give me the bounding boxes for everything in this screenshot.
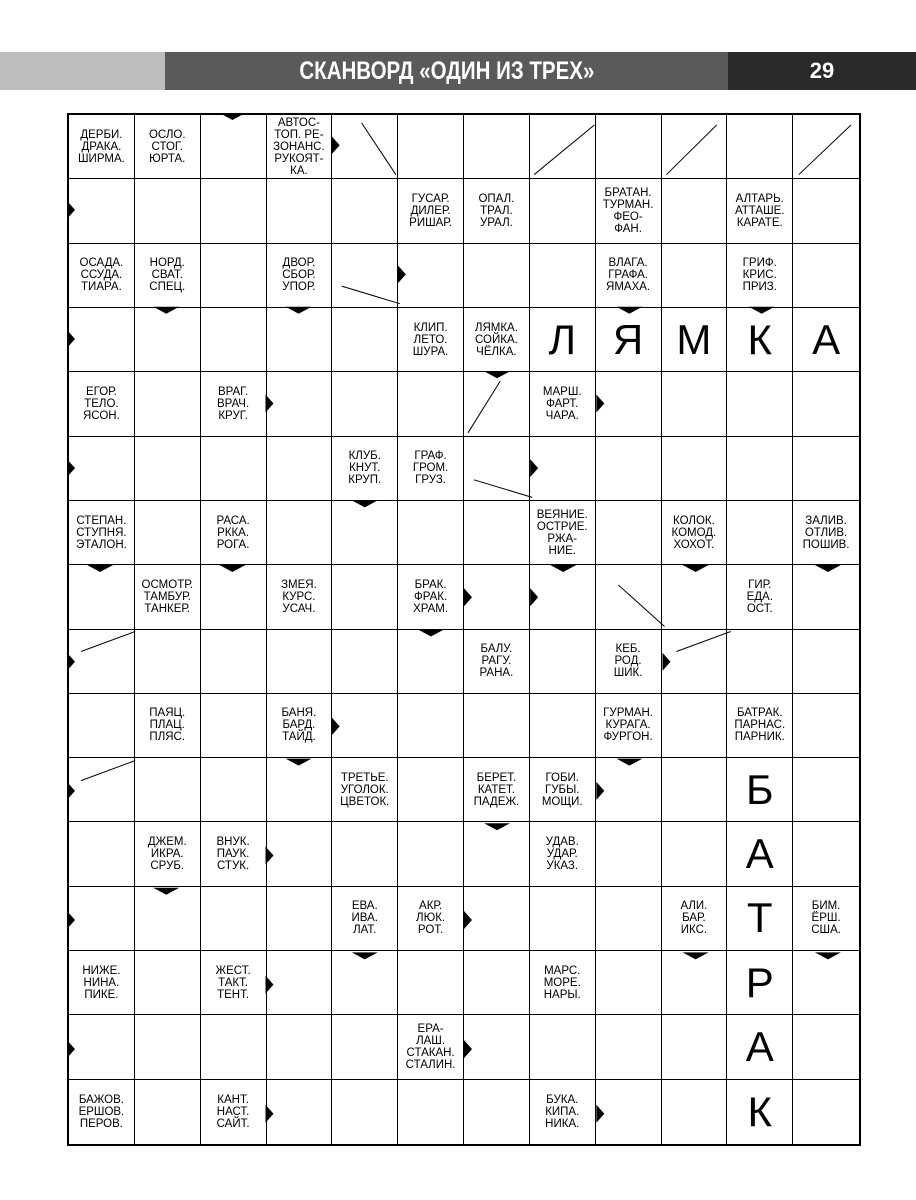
empty-cell — [596, 372, 662, 436]
clue-text: СТЕПАН. СТУПНЯ. ЭТАЛОН. — [76, 514, 127, 551]
empty-cell — [69, 308, 135, 372]
empty-cell — [662, 179, 728, 243]
empty-cell — [267, 437, 333, 501]
answer-letter: К — [747, 315, 772, 363]
empty-cell — [332, 501, 398, 565]
clue-text: ЕГОР. ТЕЛО. ЯСОН. — [83, 385, 120, 422]
clue-text: ТРЕТЬЕ. УГОЛОК. ЦВЕТОК. — [340, 771, 390, 808]
clue-text: АКР. ЛЮК. РОТ. — [416, 900, 446, 937]
empty-cell — [398, 115, 464, 179]
answer-cell — [727, 822, 793, 886]
clue-text: БИМ. ЁРШ. США. — [811, 900, 841, 937]
header-title-band — [165, 52, 728, 90]
clue-cell — [69, 372, 135, 436]
clue-cell — [398, 565, 464, 629]
clue-text: ГУРМАН. КУРАГА. ФУРГОН. — [603, 707, 653, 744]
empty-cell — [69, 630, 135, 694]
empty-cell — [662, 822, 728, 886]
clue-text: МАРС. МОРЕ. НАРЫ. — [543, 964, 581, 1001]
clue-cell — [332, 758, 398, 822]
clue-text: ОСМОТР. ТАМБУР. ТАНКЕР. — [141, 578, 193, 615]
clue-cell — [201, 1080, 267, 1144]
empty-cell — [662, 565, 728, 629]
clue-cell — [530, 758, 596, 822]
empty-cell — [201, 437, 267, 501]
empty-cell — [135, 630, 201, 694]
answer-cell — [727, 951, 793, 1015]
header-left-band — [0, 52, 165, 90]
empty-cell — [727, 501, 793, 565]
clue-text: ЗМЕЯ. КУРС. УСАЧ. — [281, 578, 317, 615]
clue-text: ВЕЯНИЕ. ОСТРИЕ. РЖА- НИЕ. — [536, 508, 588, 557]
empty-cell — [135, 758, 201, 822]
clue-text: БАЖОВ. ЕРШОВ. ПЕРОВ. — [78, 1093, 125, 1130]
empty-cell — [332, 244, 398, 308]
scanword-grid — [67, 113, 861, 1146]
empty-cell — [464, 437, 530, 501]
empty-cell — [662, 951, 728, 1015]
empty-cell — [69, 694, 135, 758]
empty-cell — [332, 1080, 398, 1144]
empty-cell — [398, 630, 464, 694]
answer-cell — [596, 308, 662, 372]
clue-text: БАЛУ. РАГУ. РАНА. — [479, 643, 514, 680]
empty-cell — [69, 179, 135, 243]
answer-letter: Б — [745, 765, 774, 813]
clue-cell — [530, 501, 596, 565]
empty-cell — [793, 179, 859, 243]
empty-cell — [530, 1015, 596, 1079]
empty-cell — [662, 372, 728, 436]
empty-cell — [201, 758, 267, 822]
clue-cell — [596, 694, 662, 758]
empty-cell — [793, 1080, 859, 1144]
answer-cell — [727, 758, 793, 822]
empty-cell — [135, 501, 201, 565]
empty-cell — [596, 565, 662, 629]
empty-cell — [793, 437, 859, 501]
clue-text: БЕРЕТ. КАТЕТ. ПАДЕЖ. — [473, 771, 520, 808]
answer-cell — [727, 308, 793, 372]
answer-letter: М — [676, 315, 712, 363]
clue-cell — [530, 372, 596, 436]
empty-cell — [530, 244, 596, 308]
answer-cell — [727, 1080, 793, 1144]
empty-cell — [267, 951, 333, 1015]
clue-text: ГИР. ЕДА. ОСТ. — [746, 578, 773, 615]
clue-text: ЗАЛИВ. ОТЛИВ. ПОШИВ. — [802, 514, 850, 551]
clue-text: ГОБИ. ГУБЫ. МОЩИ. — [541, 771, 583, 808]
clue-text: БУКА. КИПА. НИКА. — [545, 1093, 580, 1130]
clue-text: ГРИФ. КРИС. ПРИЗ. — [742, 257, 777, 294]
clue-cell — [267, 694, 333, 758]
clue-cell — [201, 372, 267, 436]
empty-cell — [201, 694, 267, 758]
clue-text: ДВОР. СБОР. УПОР. — [282, 257, 316, 294]
answer-cell — [793, 308, 859, 372]
clue-text: БРАК. ФРАК. ХРАМ. — [413, 578, 449, 615]
clue-cell — [398, 179, 464, 243]
clue-cell — [398, 887, 464, 951]
empty-cell — [201, 630, 267, 694]
empty-cell — [662, 694, 728, 758]
empty-cell — [135, 1080, 201, 1144]
clue-cell — [464, 630, 530, 694]
clue-cell — [727, 565, 793, 629]
empty-cell — [332, 822, 398, 886]
answer-letter: А — [745, 1023, 774, 1071]
answer-cell — [727, 887, 793, 951]
empty-cell — [793, 115, 859, 179]
clue-cell — [332, 887, 398, 951]
clue-cell — [727, 694, 793, 758]
empty-cell — [267, 179, 333, 243]
empty-cell — [398, 244, 464, 308]
clue-text: АВТОС- ТОП. РЕ- ЗОНАНС. РУКОЯТ- КА. — [273, 116, 325, 177]
empty-cell — [596, 887, 662, 951]
empty-cell — [464, 1080, 530, 1144]
empty-cell — [267, 501, 333, 565]
clue-cell — [69, 115, 135, 179]
answer-letter: К — [747, 1087, 772, 1135]
empty-cell — [332, 565, 398, 629]
empty-cell — [398, 758, 464, 822]
empty-cell — [596, 1015, 662, 1079]
empty-cell — [464, 115, 530, 179]
clue-cell — [530, 822, 596, 886]
empty-cell — [530, 694, 596, 758]
answer-letter: А — [812, 315, 841, 363]
empty-cell — [267, 1080, 333, 1144]
empty-cell — [201, 115, 267, 179]
empty-cell — [69, 565, 135, 629]
empty-cell — [662, 1080, 728, 1144]
empty-cell — [464, 244, 530, 308]
answer-letter: Я — [612, 315, 644, 363]
clue-text: ОСЛО. СТОГ. ЮРТА. — [148, 128, 186, 165]
empty-cell — [793, 244, 859, 308]
empty-cell — [530, 887, 596, 951]
empty-cell — [793, 565, 859, 629]
page-number: 29 — [809, 58, 835, 83]
empty-cell — [596, 437, 662, 501]
clue-cell — [793, 501, 859, 565]
empty-cell — [464, 951, 530, 1015]
answer-letter: Т — [746, 894, 773, 942]
empty-cell — [464, 1015, 530, 1079]
clue-text: ЕВА. ИВА. ЛАТ. — [351, 900, 378, 937]
empty-cell — [398, 501, 464, 565]
empty-cell — [135, 372, 201, 436]
empty-cell — [596, 758, 662, 822]
clue-cell — [596, 179, 662, 243]
clue-text: КЛИП. ЛЕТО. ШУРА. — [412, 321, 449, 358]
answer-letter: Р — [745, 958, 774, 1006]
empty-cell — [793, 694, 859, 758]
empty-cell — [398, 822, 464, 886]
empty-cell — [332, 694, 398, 758]
clue-cell — [201, 951, 267, 1015]
clue-text: ОСАДА. ССУДА. ТИАРА. — [79, 257, 124, 294]
answer-cell — [662, 308, 728, 372]
empty-cell — [201, 179, 267, 243]
empty-cell — [793, 1015, 859, 1079]
empty-cell — [267, 1015, 333, 1079]
clue-cell — [135, 244, 201, 308]
clue-cell — [135, 565, 201, 629]
empty-cell — [398, 1080, 464, 1144]
empty-cell — [530, 179, 596, 243]
empty-cell — [727, 115, 793, 179]
clue-cell — [267, 244, 333, 308]
empty-cell — [464, 372, 530, 436]
empty-cell — [267, 308, 333, 372]
empty-cell — [530, 565, 596, 629]
empty-cell — [662, 244, 728, 308]
clue-text: РАСА. РККА. РОГА. — [216, 514, 250, 551]
empty-cell — [662, 630, 728, 694]
empty-cell — [135, 437, 201, 501]
clue-cell — [332, 437, 398, 501]
clue-cell — [464, 179, 530, 243]
empty-cell — [662, 1015, 728, 1079]
empty-cell — [662, 115, 728, 179]
answer-cell — [530, 308, 596, 372]
empty-cell — [135, 951, 201, 1015]
clue-cell — [267, 565, 333, 629]
empty-cell — [793, 951, 859, 1015]
clue-text: КОЛОК. КОМОД. ХОХОТ. — [671, 514, 717, 551]
clue-text: ВРАГ. ВРАЧ. КРУГ. — [216, 385, 250, 422]
clue-text: ПАЯЦ. ПЛАЦ. ПЛЯС. — [149, 707, 186, 744]
clue-text: МАРШ. ФАРТ. ЧАРА. — [542, 385, 582, 422]
clue-cell — [596, 630, 662, 694]
clue-cell — [135, 822, 201, 886]
clue-text: ВНУК. ПАУК. СТУК. — [216, 836, 250, 873]
answer-cell — [727, 1015, 793, 1079]
empty-cell — [596, 501, 662, 565]
clue-text: ЖЕСТ. ТАКТ. ТЕНТ. — [215, 964, 251, 1001]
empty-cell — [530, 437, 596, 501]
empty-cell — [530, 630, 596, 694]
clue-cell — [69, 951, 135, 1015]
empty-cell — [69, 437, 135, 501]
empty-cell — [596, 822, 662, 886]
clue-text: АЛТАРЬ. АТТАШЕ. КАРАТЕ. — [734, 192, 785, 229]
empty-cell — [267, 822, 333, 886]
empty-cell — [201, 308, 267, 372]
empty-cell — [135, 1015, 201, 1079]
clue-cell — [69, 244, 135, 308]
clue-text: ДЕРБИ. ДРАКА. ШИРМА. — [78, 128, 125, 165]
empty-cell — [201, 244, 267, 308]
clue-text: КАНТ. НАСТ. САЙТ. — [216, 1093, 250, 1130]
clue-text: УДАВ. УДАР. УКАЗ. — [545, 836, 579, 873]
clue-cell — [201, 822, 267, 886]
header-page-band — [728, 52, 916, 90]
empty-cell — [201, 887, 267, 951]
empty-cell — [727, 630, 793, 694]
clue-text: ВЛАГА. ГРАФА. ЯМАХА. — [606, 257, 651, 294]
empty-cell — [267, 630, 333, 694]
empty-cell — [727, 372, 793, 436]
empty-cell — [793, 822, 859, 886]
empty-cell — [267, 758, 333, 822]
clue-text: БАНЯ. БАРД. ТАЙД. — [281, 707, 317, 744]
empty-cell — [135, 308, 201, 372]
empty-cell — [793, 372, 859, 436]
empty-cell — [69, 822, 135, 886]
empty-cell — [332, 179, 398, 243]
clue-text: КЕБ. РОД. ШИК. — [613, 643, 643, 680]
empty-cell — [267, 372, 333, 436]
clue-cell — [727, 244, 793, 308]
clue-cell — [135, 115, 201, 179]
empty-cell — [662, 437, 728, 501]
empty-cell — [201, 1015, 267, 1079]
empty-cell — [201, 565, 267, 629]
empty-cell — [332, 951, 398, 1015]
empty-cell — [69, 887, 135, 951]
empty-cell — [464, 887, 530, 951]
clue-cell — [69, 1080, 135, 1144]
empty-cell — [135, 887, 201, 951]
empty-cell — [332, 372, 398, 436]
clue-cell — [267, 115, 333, 179]
empty-cell — [398, 694, 464, 758]
empty-cell — [464, 822, 530, 886]
clue-cell — [793, 887, 859, 951]
empty-cell — [398, 372, 464, 436]
answer-letter: Л — [548, 315, 577, 363]
empty-cell — [69, 758, 135, 822]
empty-cell — [135, 179, 201, 243]
answer-letter: А — [745, 830, 774, 878]
empty-cell — [793, 758, 859, 822]
empty-cell — [398, 951, 464, 1015]
clue-cell — [530, 1080, 596, 1144]
empty-cell — [596, 115, 662, 179]
clue-text: ОПАЛ. ТРАЛ. УРАЛ. — [478, 192, 515, 229]
clue-cell — [596, 244, 662, 308]
empty-cell — [332, 1015, 398, 1079]
clue-text: КЛУБ. КНУТ. КРУП. — [348, 450, 382, 487]
empty-cell — [530, 115, 596, 179]
clue-cell — [201, 501, 267, 565]
empty-cell — [332, 115, 398, 179]
page-title: СКАНВОРД «ОДИН ИЗ ТРЕХ» — [299, 56, 594, 85]
clue-cell — [464, 758, 530, 822]
clue-text: БРАТАН. ТУРМАН. ФЕО- ФАН. — [602, 186, 654, 235]
clue-cell — [662, 887, 728, 951]
clue-cell — [398, 1015, 464, 1079]
empty-cell — [793, 630, 859, 694]
clue-text: ЕРА- ЛАШ. СТАКАН. СТАЛИН. — [405, 1023, 456, 1072]
clue-cell — [662, 501, 728, 565]
empty-cell — [662, 758, 728, 822]
clue-text: ДЖЕМ. ИКРА. СРУБ. — [147, 836, 187, 873]
empty-cell — [464, 565, 530, 629]
clue-text: НИЖЕ. НИНА. ПИКЕ. — [82, 964, 121, 1001]
clue-text: ГРАФ. ГРОМ. ГРУЗ. — [412, 450, 449, 487]
clue-text: ГУСАР. ДИЛЕР. РИШАР. — [409, 192, 452, 229]
empty-cell — [464, 694, 530, 758]
clue-text: АЛИ. БАР. ИКС. — [680, 900, 708, 937]
clue-text: НОРД. СВАТ. СПЕЦ. — [149, 257, 186, 294]
empty-cell — [332, 630, 398, 694]
clue-cell — [530, 951, 596, 1015]
empty-cell — [69, 1015, 135, 1079]
clue-cell — [69, 501, 135, 565]
empty-cell — [332, 308, 398, 372]
clue-text: БАТРАК. ПАРНАС. ПАРНИК. — [734, 707, 786, 744]
empty-cell — [727, 437, 793, 501]
empty-cell — [596, 1080, 662, 1144]
clue-text: ЛЯМКА. СОЙКА. ЧЁЛКА. — [474, 321, 518, 358]
clue-cell — [464, 308, 530, 372]
clue-cell — [135, 694, 201, 758]
empty-cell — [596, 951, 662, 1015]
empty-cell — [267, 887, 333, 951]
clue-cell — [727, 179, 793, 243]
clue-cell — [398, 308, 464, 372]
empty-cell — [464, 501, 530, 565]
clue-cell — [398, 437, 464, 501]
